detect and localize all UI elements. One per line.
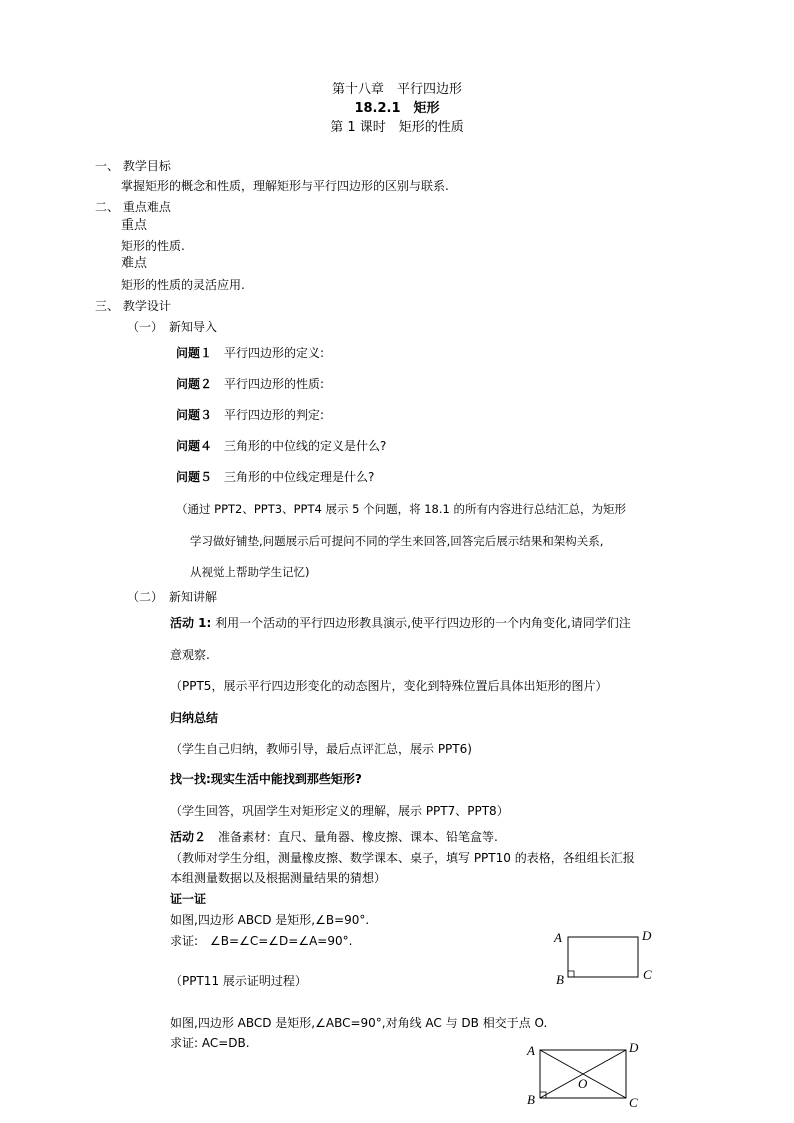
intro-heading: （一） 新知导入 [127,320,218,334]
question-text: 三角形的中位线的定义是什么? [224,439,387,453]
proof-1-line-2: 求证: ∠B=∠C=∠D=∠A=90°. [170,934,353,948]
question-text: 平行四边形的性质: [224,377,325,391]
rectangle-figure-1 [548,926,668,988]
vertex-label-c: C [629,1095,638,1110]
question-text: 三角形的中位线定理是什么? [224,470,375,484]
question-text: 平行四边形的判定: [224,408,325,422]
question-label: 问题３ [176,408,213,422]
activity-2-note-line-1: （教师对学生分组，测量橡皮擦、数学课本、桌子，填写 PPT10 的表格，各组组长汇报 [170,851,635,865]
vertex-label-d: D [642,928,652,943]
activity-2-text: 准备素材：直尺、量角器、橡皮擦、课本、铅笔盒等. [218,830,498,844]
lesson-title: 第 1 课时 矩形的性质 [330,120,464,135]
question-label: 问题４ [176,439,213,453]
intro-note-line-3: 从视觉上帮助学生记忆) [190,565,310,579]
proof-1-line-1: 如图,四边形 ABCD 是矩形,∠B=90°. [170,913,370,927]
intersection-label-o: O [578,1076,588,1091]
vertex-label-a: A [554,930,562,945]
question-1 [176,345,324,361]
key-text: 矩形的性质. [121,239,185,253]
explain-heading: （二） 新知讲解 [127,590,218,604]
vertex-label-c: C [643,967,652,982]
goals-text: 掌握矩形的概念和性质，理解矩形与平行四边形的区别与联系. [121,179,449,193]
proof-label: 证一证 [170,892,207,906]
activity-2-note-line-2: 本组测量数据以及根据测量结果的猜想） [170,871,387,885]
summary-note: （学生自己归纳，教师引导，最后点评汇总，展示 PPT6) [170,742,472,756]
proof-2-line-1: 如图,四边形 ABCD 是矩形,∠ABC=90°,对角线 AC 与 DB 相交于点 O. [170,1016,548,1030]
right-angle-mark [568,971,574,977]
proof-2-line-2: 求证: AC=DB. [170,1036,250,1050]
section-title: 18.2.1 矩形 [354,101,440,116]
summary-label: 归纳总结 [170,711,219,725]
goals-heading: 一、 教学目标 [95,159,171,173]
intro-note-line-1: （通过 PPT2、PPT3、PPT4 展示 5 个问题，将 18.1 的所有内容进行总结汇总，为矩形 [176,502,626,516]
question-2 [176,376,324,392]
chapter-title: 第十八章 平行四边形 [331,82,462,97]
activity-2 [170,829,498,845]
question-text: 平行四边形的定义: [224,346,325,360]
question-label: 问题１ [176,346,213,360]
vertex-label-d: D [629,1040,639,1055]
activity-1-text: 利用一个活动的平行四边形教具演示,使平行四边形的一个内角变化,请同学们注 [215,616,631,630]
vertex-label-b: B [556,972,564,987]
find-line [170,771,362,787]
key-label: 重点 [121,218,148,233]
design-heading: 三、 教学设计 [95,299,171,313]
question-4 [176,438,386,454]
question-label: 问题２ [176,377,213,391]
question-label: 问题５ [176,470,213,484]
activity-1-line-2: 意观察. [170,648,210,662]
find-note: （学生回答，巩固学生对矩形定义的理解，展示 PPT7、PPT8） [170,804,509,818]
activity-2-label: 活动２ [170,830,207,844]
intro-note-line-2: 学习做好铺垫,问题展示后可提问不同的学生来回答,回答完后展示结果和架构关系, [190,534,604,548]
activity-1 [170,615,631,631]
activity-1-label: 活动 1: [170,616,212,630]
find-text: 现实生活中能找到那些矩形? [210,772,362,786]
vertex-label-a: A [527,1043,535,1058]
difficult-label: 难点 [121,256,148,271]
rectangle-outline [568,937,638,977]
difficult-text: 矩形的性质的灵活应用. [121,278,245,292]
vertex-label-b: B [527,1092,535,1107]
find-label: 找一找: [170,772,211,786]
keys-heading: 二、 重点难点 [95,200,171,214]
ppt5-note: （PPT5，展示平行四边形变化的动态图片，变化到特殊位置后具体出矩形的图片） [170,679,608,693]
question-5 [176,469,374,485]
question-3 [176,407,324,423]
ppt11-note: （PPT11 展示证明过程） [170,974,307,988]
rectangle-figure-2 [522,1040,647,1112]
